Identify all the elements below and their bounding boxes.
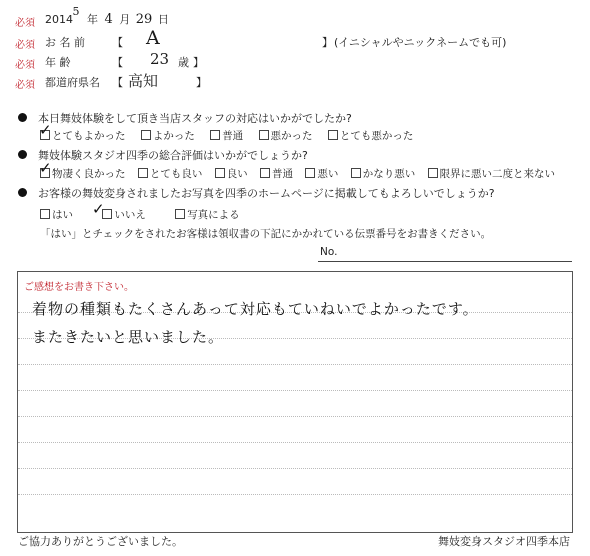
- date-year: 2014: [45, 13, 73, 26]
- required-badge-age: 必須: [15, 60, 35, 71]
- question-1-options: [40, 128, 413, 143]
- date-day: 29: [135, 12, 153, 27]
- question-2-options: [40, 166, 555, 181]
- q1-option-5[interactable]: とても悪かった: [328, 130, 414, 142]
- footer-thanks: ご協力ありがとうございました。: [18, 535, 183, 548]
- q2-option-3[interactable]: 良い: [215, 168, 248, 180]
- footer-shop-name: 舞妓変身スタジオ四季本店: [438, 535, 570, 548]
- checkbox[interactable]: [141, 130, 151, 140]
- check-mark-icon: ✓: [92, 200, 105, 218]
- bullet-q3: [18, 188, 27, 197]
- comment-rule: [18, 494, 572, 495]
- prefecture-value: 高知: [128, 72, 159, 90]
- q3-option-2[interactable]: いいえ: [102, 209, 146, 221]
- q2-option-5[interactable]: 悪い: [305, 168, 338, 180]
- name-note: (イニシャルやニックネームでも可): [334, 36, 507, 49]
- prefecture-label: 都道府県名: [45, 76, 100, 89]
- checkbox[interactable]: [351, 168, 361, 178]
- comment-rule: [18, 442, 572, 443]
- age-value: 23: [150, 50, 170, 68]
- question-1-text: 本日舞妓体験をして頂き当店スタッフの対応はいかがでしたか?: [38, 112, 352, 125]
- q2-option-7[interactable]: 限界に悪い二度と来ない: [428, 168, 556, 180]
- date-day-unit: 日: [157, 13, 169, 26]
- question-3-options: [40, 207, 240, 222]
- bullet-q1: [18, 113, 27, 122]
- name-label: お 名 前: [45, 36, 85, 49]
- comment-rule: [18, 416, 572, 417]
- date-year-unit: 年: [87, 13, 98, 26]
- required-badge-date: 必須: [15, 18, 35, 29]
- date-month: 4: [104, 12, 113, 27]
- checkbox[interactable]: [305, 168, 315, 178]
- checkbox[interactable]: [259, 130, 269, 140]
- age-label: 年 齢: [45, 56, 71, 69]
- comment-box[interactable]: [17, 271, 573, 533]
- q2-option-1[interactable]: 物凄く良かった: [40, 168, 126, 180]
- checkbox[interactable]: [210, 130, 220, 140]
- date-field: [45, 5, 169, 27]
- q1-option-1[interactable]: とてもよかった: [40, 130, 126, 142]
- comment-caption: ご感想をお書き下さい。: [24, 282, 134, 293]
- required-badge-name: 必須: [15, 40, 35, 51]
- q1-option-3[interactable]: 普通: [210, 130, 243, 142]
- name-bracket-open: 【: [112, 36, 123, 49]
- age-bracket-close: 】: [193, 56, 204, 69]
- prefecture-bracket-close: 】: [196, 76, 207, 89]
- date-year-correction: 5: [72, 5, 80, 18]
- q2-option-2[interactable]: とても良い: [138, 168, 203, 180]
- age-unit: 歳: [178, 56, 189, 69]
- comment-rule: [18, 390, 572, 391]
- check-mark-icon: ✓: [39, 121, 52, 139]
- number-label: No.: [320, 246, 338, 258]
- q2-option-4[interactable]: 普通: [260, 168, 293, 180]
- question-2-text: 舞妓体験スタジオ四季の総合評価はいかがでしょうか?: [38, 149, 308, 162]
- checkbox[interactable]: [328, 130, 338, 140]
- check-mark-icon: ✓: [39, 159, 52, 177]
- prefecture-bracket-open: 【: [112, 76, 123, 89]
- publication-note: 「はい」とチェックをされたお客様は領収書の下記にかかれている伝票番号をお書きください。: [40, 228, 492, 240]
- name-value: A: [146, 27, 160, 49]
- checkbox[interactable]: [215, 168, 225, 178]
- checkbox[interactable]: [40, 209, 50, 219]
- name-bracket-close: 】: [322, 36, 333, 49]
- comment-rule: [18, 364, 572, 365]
- checkbox[interactable]: [175, 209, 185, 219]
- age-bracket-open: 【: [112, 56, 123, 69]
- number-field-underline[interactable]: [318, 261, 572, 262]
- date-month-unit: 月: [119, 13, 131, 26]
- q1-option-2[interactable]: よかった: [141, 130, 195, 142]
- bullet-q2: [18, 150, 27, 159]
- question-3-text: お客様の舞妓変身されましたお写真を四季のホームページに掲載してもよろしいでしょうか?: [38, 187, 495, 200]
- q3-option-1[interactable]: はい: [40, 209, 73, 221]
- checkbox[interactable]: [138, 168, 148, 178]
- comment-line-1: 着物の種類もたくさんあって対応もていねいでよかったです。: [32, 300, 479, 318]
- q1-option-4[interactable]: 悪かった: [259, 130, 313, 142]
- comment-line-2: またきたいと思いました。: [32, 328, 225, 346]
- checkbox[interactable]: [428, 168, 438, 178]
- q2-option-6[interactable]: かなり悪い: [351, 168, 416, 180]
- checkbox[interactable]: [260, 168, 270, 178]
- q3-option-3[interactable]: 写真による: [175, 209, 240, 221]
- comment-rule: [18, 468, 572, 469]
- required-badge-prefecture: 必須: [15, 80, 35, 91]
